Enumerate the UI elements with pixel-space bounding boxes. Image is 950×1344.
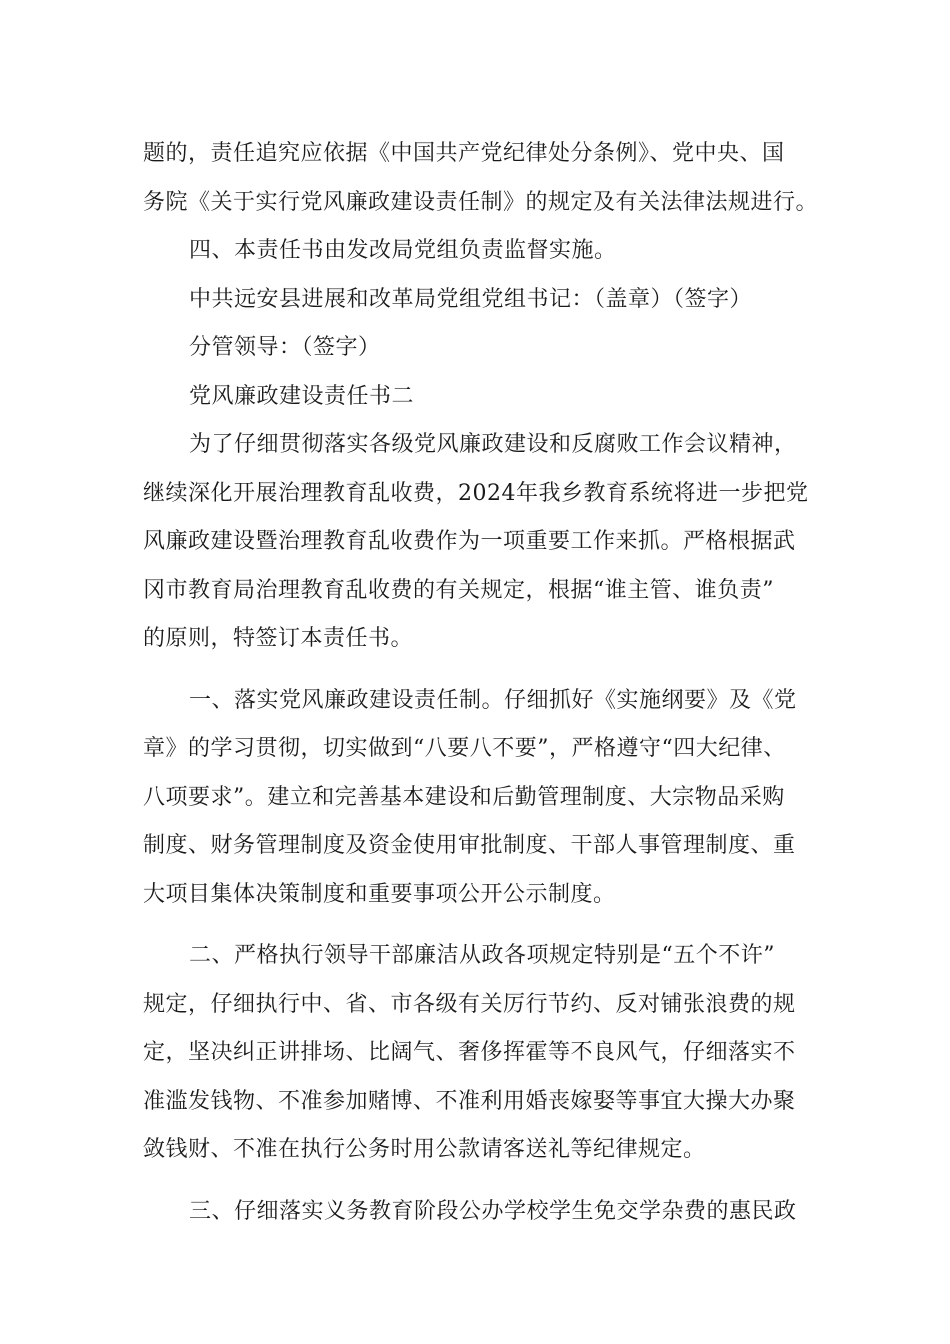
document-body [143, 130, 823, 1236]
text-line: 制度、财务管理制度及资金使用审批制度、干部人事管理制度、重 [143, 833, 796, 858]
text-line: 规定，仔细执行中、省、市各级有关厉行节约、反对铺张浪费的规 [143, 991, 796, 1017]
text-line: 章》的学习贯彻，切实做到“八要八不要”，严格遵守“四大纪律、 [143, 736, 786, 761]
text-line: 继续深化开展治理教育乱收费，2024年我乡教育系统将进一步把党 [143, 480, 809, 506]
text-line: 八项要求”。建立和完善基本建设和后勤管理制度、大宗物品采购 [143, 784, 785, 810]
text-line: 大项目集体决策制度和重要事项公开公示制度。 [143, 881, 616, 907]
text-line: 二、严格执行领导干部廉洁从政各项规定特别是“五个不许” [189, 943, 775, 968]
text-line: 冈市教育局治理教育乱收费的有关规定，根据“谁主管、谁负责” [143, 577, 774, 603]
text-line: 定，坚决纠正讲排场、比阔气、奢侈挥霍等不良风气，仔细落实不 [143, 1040, 796, 1065]
paragraph-gap [143, 664, 823, 677]
text-line: 四、本责任书由发改局党组负责监督实施。 [189, 238, 617, 263]
text-line: 务院《关于实行党风廉政建设责任制》的规定及有关法律法规进行。 [143, 189, 819, 215]
text-line: 三、仔细落实义务教育阶段公办学校学生免交学杂费的惠民政 [189, 1198, 797, 1224]
text-line: 题的，责任追究应依据《中国共产党纪律处分条例》、党中央、国 [143, 141, 785, 166]
text-line: 准滥发钱物、不准参加赌博、不准利用婚丧嫁娶等事宜大操大办聚 [143, 1088, 796, 1114]
text-line: 的原则，特签订本责任书。 [143, 626, 414, 651]
text-line: 为了仔细贯彻落实各级党风廉政建设和反腐败工作会议精神， [189, 432, 797, 457]
text-line: 分管领导：（签字） [189, 335, 381, 360]
paragraph-gap [143, 919, 823, 932]
paragraph-gap [143, 1175, 823, 1188]
section-heading: 党风廉政建设责任书二 [189, 383, 415, 409]
text-line: 一、落实党风廉政建设责任制。仔细抓好《实施纲要》及《党 [189, 687, 797, 713]
text-line: 风廉政建设暨治理教育乱收费作为一项重要工作来抓。严格根据武 [143, 529, 796, 554]
text-line: 中共远安县进展和改革局党组党组书记：（盖章）（签字） [189, 286, 753, 312]
text-line: 敛钱财、不准在执行公务时用公款请客送礼等纪律规定。 [143, 1137, 706, 1162]
